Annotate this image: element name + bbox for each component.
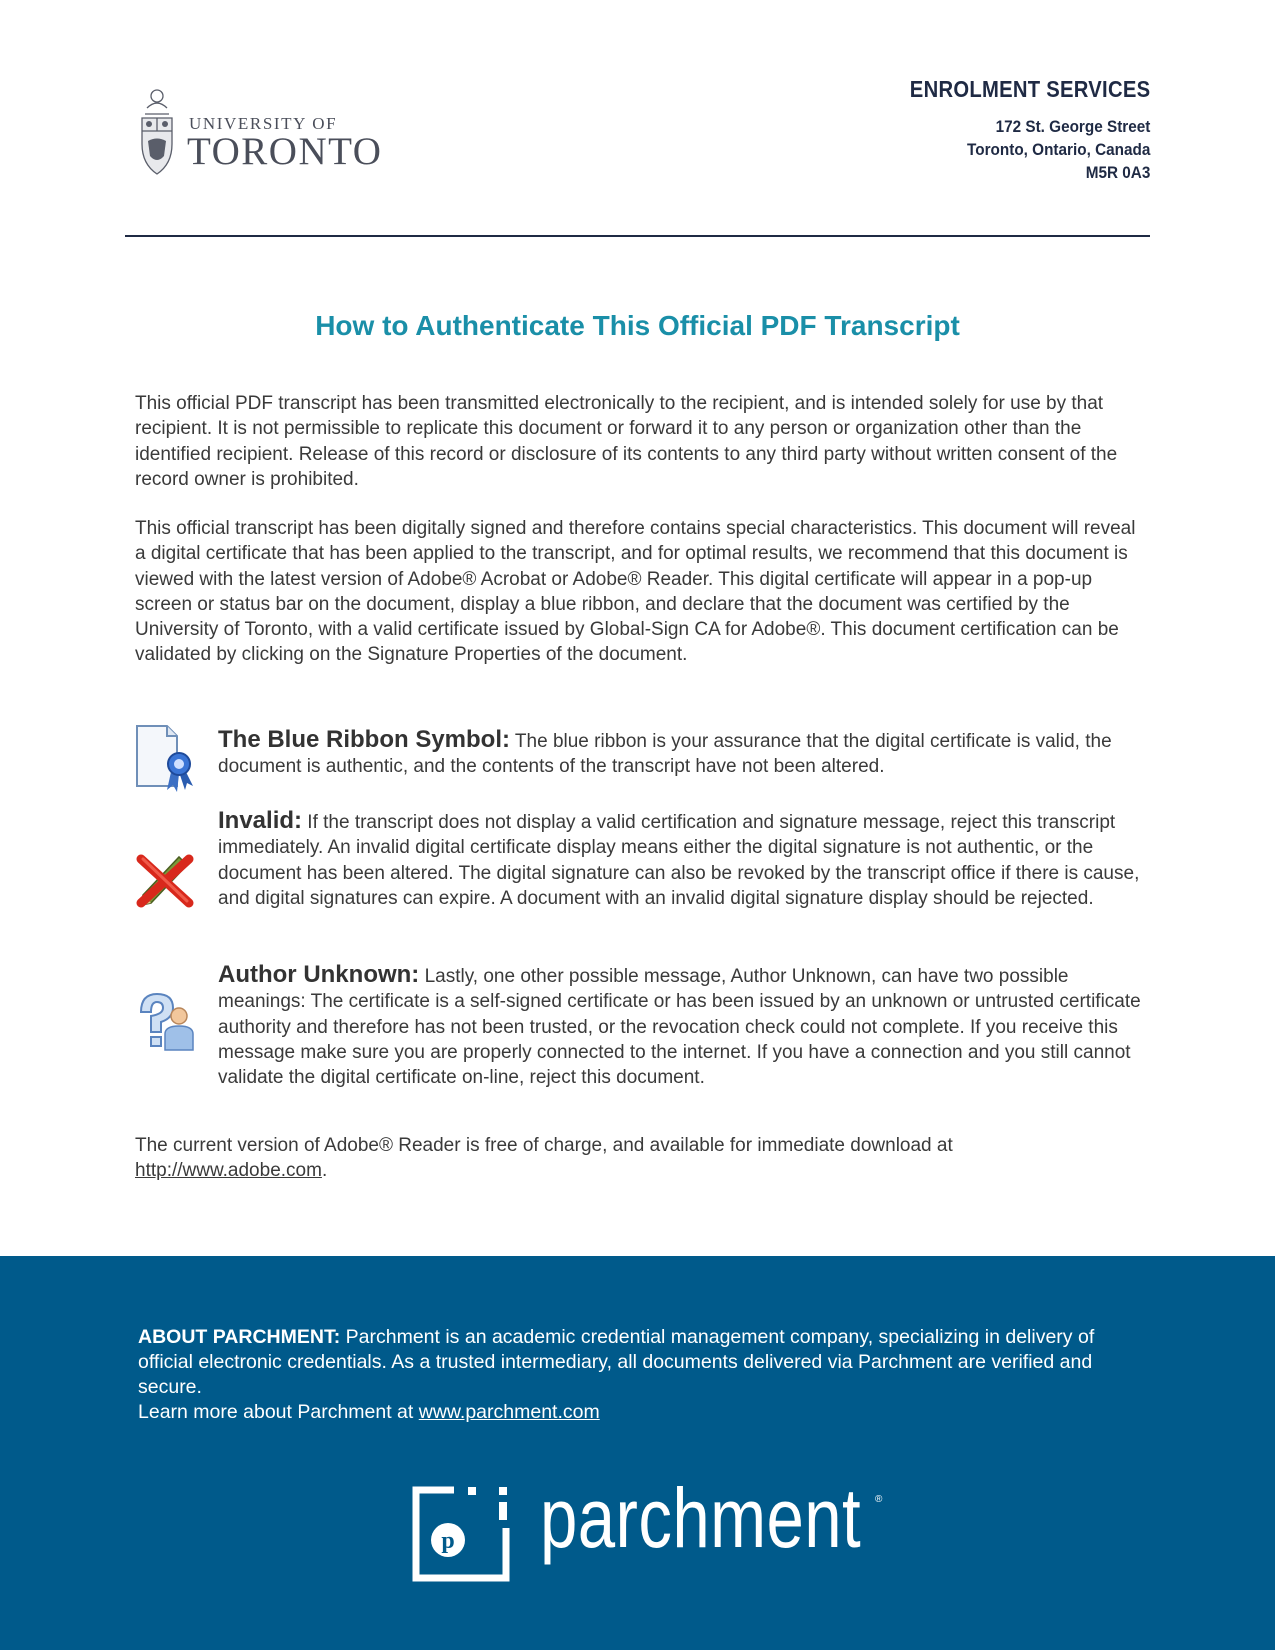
office-address-block — [877, 76, 1150, 184]
about-label: ABOUT PARCHMENT: — [138, 1326, 341, 1348]
blue-ribbon-icon — [135, 724, 195, 794]
invalid-text: If the transcript does not display a valid certification and signature message, reject this transcript immediately. An invalid digital certificate display means either the digital signature is not authentic, or the document has been altered. The digital signature can also be revoked by the transcript office if there is cause, and digital signatures can expire. A document with an invalid digital signature display should be rejected. — [218, 812, 1140, 909]
parchment-wordmark: parchment — [540, 1471, 862, 1565]
parchment-footer — [0, 1256, 1275, 1650]
page-title: How to Authenticate This Official PDF Transcript — [315, 310, 960, 341]
invalid-x-icon — [135, 845, 195, 915]
logo-university-of: UNIVERSITY OF — [189, 114, 338, 133]
paragraph-intended-use: This official PDF transcript has been transmitted electronically to the recipient, and is intended solely for use by that recipient. It is not permissible to replicate this document or forward it to any person or organization other than the identified recipient. Release of this record or disclosure of its contents to any third party without written consent of the record owner is prohibited. — [135, 393, 1118, 490]
parchment-logo — [410, 1471, 890, 1584]
author-unknown-text: Lastly, one other possible message, Author Unknown, can have two possible meanings: The certificate is a self-signed certificate or has been issued by an unknown or untrusted certificate authority and therefore has not been trusted, or the revocation check could not complete. If you receive this message make sure you are properly connected to the internet. If you have a connection and you still cannot validate the digital certificate on-line, reject this document. — [218, 966, 1141, 1089]
adobe-download-note — [135, 1133, 1145, 1184]
university-logo — [137, 86, 397, 178]
blue-ribbon-description — [218, 727, 1143, 780]
parchment-mark-icon — [410, 1484, 520, 1584]
adobe-link[interactable]: http://www.adobe.com — [135, 1160, 322, 1182]
address-line: M5R 0A3 — [1085, 163, 1150, 182]
blue-ribbon-heading: The Blue Ribbon Symbol: — [218, 726, 510, 753]
address-line: 172 St. George Street — [995, 117, 1150, 136]
author-unknown-description — [218, 962, 1143, 1090]
office-title: ENROLMENT SERVICES — [909, 76, 1150, 102]
logo-toronto: TORONTO — [187, 130, 383, 173]
invalid-description — [218, 808, 1143, 911]
about-text: Parchment is an academic credential management company, specializing in delivery of official electronic credentials. As a trusted intermediary, all documents delivered via Parchment are verified and secure. — [138, 1326, 1095, 1398]
address — [877, 115, 1150, 184]
author-unknown-heading: Author Unknown: — [218, 961, 420, 988]
about-parchment — [138, 1325, 1148, 1425]
parchment-link[interactable]: www.parchment.com — [418, 1401, 600, 1423]
address-line: Toronto, Ontario, Canada — [966, 140, 1150, 159]
adobe-download-suffix: . — [321, 1160, 328, 1182]
invalid-heading: Invalid: — [218, 807, 303, 834]
adobe-download-text: The current version of Adobe® Reader is free of charge, and available for immediate download at — [135, 1135, 953, 1156]
blue-ribbon-text: The blue ribbon is your assurance that the digital certificate is valid, the document is authentic, and the contents of the transcript have not been altered. — [218, 731, 1112, 778]
paragraph-digital-signature: This official transcript has been digitally signed and therefore contains special characteristics. This document will reveal a digital certificate that has been applied to the transcript, and for optimal results, we recommend that this document is viewed with the latest version of Adobe® Acrobat or Adobe® Reader. This digital certificate will appear in a pop-up screen or status bar on the document, display a blue ribbon, and declare that the document was certified by the University of Toronto, with a valid certificate issued by Global-Sign CA for Adobe®. This document certification can be validated by clicking on the Signature Properties of the document. — [135, 518, 1136, 666]
registered-mark: ® — [875, 1494, 883, 1505]
learn-more-text: Learn more about Parchment at — [138, 1401, 419, 1423]
author-unknown-icon — [135, 990, 195, 1060]
parchment-mark-letter: p — [441, 1528, 455, 1554]
university-crest-icon — [137, 86, 177, 178]
header-divider — [125, 235, 1150, 237]
